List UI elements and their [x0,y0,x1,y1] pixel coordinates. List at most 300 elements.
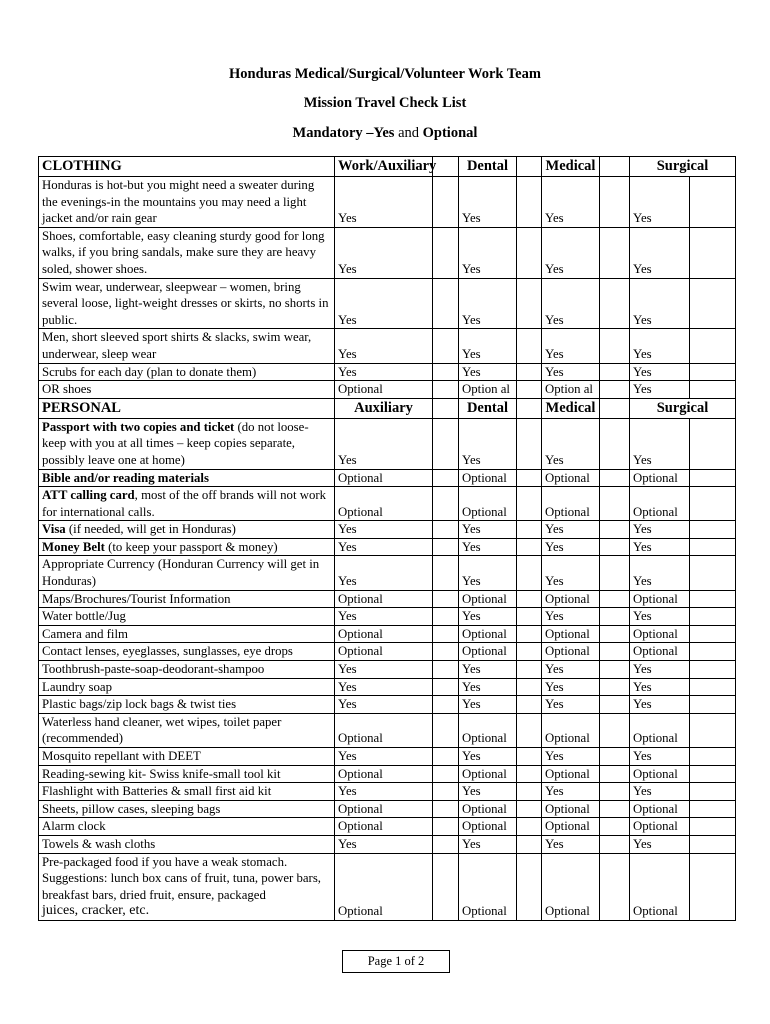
column-divider [600,818,630,836]
item-note: Laundry soap [42,679,113,694]
column-divider [433,800,459,818]
column-divider [600,678,630,696]
column-divider [690,661,736,679]
personal-section [39,398,736,920]
work-value: Optional [335,800,433,818]
table-row [39,469,736,487]
item-description [39,469,335,487]
item-note: Swim wear, underwear, sleepwear – women, bring several loose, light-weight dresses or skirts, no shorts in public. [42,279,329,327]
column-divider [690,538,736,556]
dental-value: Optional [459,643,517,661]
column-header: Dental [459,157,517,177]
table-row [39,835,736,853]
column-divider [600,713,630,747]
column-divider [690,696,736,714]
surgical-value: Optional [630,469,690,487]
surgical-value: Yes [630,783,690,801]
dental-value: Yes [459,835,517,853]
medical-value: Yes [542,538,600,556]
column-divider [600,363,630,381]
column-divider [517,227,542,278]
surgical-value: Yes [630,329,690,363]
work-value: Yes [335,835,433,853]
dental-value: Optional [459,800,517,818]
column-divider [517,783,542,801]
column-divider [433,363,459,381]
item-note: Flashlight with Batteries & small first aid kit [42,784,272,799]
dental-value: Optional [459,487,517,521]
column-divider [600,590,630,608]
column-divider [600,487,630,521]
item-description [39,278,335,329]
item-description [39,363,335,381]
column-divider [690,625,736,643]
surgical-value: Optional [630,713,690,747]
clothing-section [39,157,736,399]
column-divider [600,469,630,487]
column-divider [690,835,736,853]
column-divider [690,783,736,801]
column-divider [690,487,736,521]
column-divider [517,800,542,818]
medical-value: Yes [542,696,600,714]
column-divider [600,643,630,661]
column-divider [600,278,630,329]
item-description [39,661,335,679]
medical-value: Optional [542,487,600,521]
column-divider [433,469,459,487]
surgical-value: Optional [630,625,690,643]
item-description [39,853,335,920]
surgical-value: Optional [630,818,690,836]
column-divider [433,157,459,177]
column-divider [517,625,542,643]
surgical-value: Optional [630,853,690,920]
dental-value: Yes [459,177,517,228]
item-description [39,227,335,278]
item-description [39,678,335,696]
column-divider [517,713,542,747]
table-row [39,713,736,747]
column-divider [600,696,630,714]
work-value: Yes [335,678,433,696]
column-divider [433,608,459,626]
column-divider [600,521,630,539]
item-note: Mosquito repellant with DEET [42,749,201,763]
column-divider [517,538,542,556]
medical-value: Yes [542,521,600,539]
surgical-value: Yes [630,538,690,556]
dental-value: Optional [459,713,517,747]
surgical-value: Yes [630,835,690,853]
dental-value: Yes [459,608,517,626]
surgical-value: Optional [630,800,690,818]
item-note: Plastic bags/zip lock bags & twist ties [42,697,237,712]
table-row [39,625,736,643]
column-divider [433,661,459,679]
table-row [39,783,736,801]
column-divider [600,157,630,177]
work-value: Yes [335,608,433,626]
item-description [39,783,335,801]
item-description [39,800,335,818]
item-description [39,835,335,853]
table-row [39,329,736,363]
table-row [39,363,736,381]
medical-value: Yes [542,783,600,801]
column-divider [433,227,459,278]
medical-value: Optional [542,469,600,487]
dental-value: Yes [459,748,517,766]
table-row [39,678,736,696]
surgical-value: Yes [630,521,690,539]
column-divider [433,783,459,801]
item-description [39,765,335,783]
column-divider [517,521,542,539]
column-divider [600,556,630,590]
column-divider [433,678,459,696]
dental-value: Optional [459,625,517,643]
work-value: Optional [335,713,433,747]
legend-optional: Optional [422,125,478,141]
medical-value: Yes [542,278,600,329]
item-note: Towels & wash cloths [42,836,156,851]
column-divider [517,608,542,626]
item-description [39,818,335,836]
item-note: OR shoes [42,382,92,397]
legend-and: and [394,125,423,141]
column-divider [600,608,630,626]
work-value: Optional [335,643,433,661]
column-divider [690,818,736,836]
item-note: (if needed, will get in Honduras) [65,522,236,537]
column-divider [517,748,542,766]
surgical-value: Yes [630,278,690,329]
item-note: Reading-sewing kit- Swiss knife-small tool kit [42,766,281,781]
column-divider [517,643,542,661]
table-row [39,800,736,818]
work-value: Yes [335,227,433,278]
column-divider [690,177,736,228]
column-divider [600,748,630,766]
work-value: Yes [335,329,433,363]
work-value: Yes [335,177,433,228]
medical-value: Optional [542,818,600,836]
surgical-value: Yes [630,661,690,679]
column-divider [690,329,736,363]
work-value: Optional [335,818,433,836]
table-row [39,696,736,714]
medical-value: Optional [542,853,600,920]
surgical-value: Yes [630,381,690,399]
column-divider [690,608,736,626]
medical-value: Yes [542,227,600,278]
column-divider [600,800,630,818]
work-value: Optional [335,381,433,399]
dental-value: Optional [459,765,517,783]
table-row [39,177,736,228]
column-divider [690,418,736,469]
item-note: Scrubs for each day (plan to donate them) [42,364,257,379]
column-header: Medical [542,157,600,177]
column-header: Surgical [630,398,736,418]
column-divider [690,643,736,661]
column-divider [600,381,630,399]
medical-value: Yes [542,177,600,228]
column-divider [600,538,630,556]
medical-value: Yes [542,835,600,853]
column-divider [433,278,459,329]
legend-line [0,125,770,142]
column-divider [517,556,542,590]
table-row [39,538,736,556]
surgical-value: Yes [630,608,690,626]
dental-value: Yes [459,329,517,363]
table-row [39,556,736,590]
column-divider [600,625,630,643]
column-divider [600,661,630,679]
table-row [39,818,736,836]
table-row [39,748,736,766]
item-note: , most of the off brands will not work for international calls. [42,488,327,519]
work-value: Yes [335,278,433,329]
column-divider [517,487,542,521]
dental-value: Yes [459,556,517,590]
column-divider [690,521,736,539]
medical-value: Optional [542,713,600,747]
column-divider [433,818,459,836]
column-divider [517,363,542,381]
medical-value: Yes [542,748,600,766]
column-divider [690,765,736,783]
dental-value: Yes [459,696,517,714]
dental-value: Optional [459,853,517,920]
item-note: Shoes, comfortable, easy cleaning sturdy good for long walks, if you bring sandals, make sure they are heavy soled, shower shoes. [42,228,325,276]
column-divider [690,469,736,487]
dental-value: Optional [459,590,517,608]
document-subtitle: Mission Travel Check List [303,95,467,111]
item-note: Sheets, pillow cases, sleeping bags [42,801,221,816]
surgical-value: Yes [630,556,690,590]
work-value: Yes [335,783,433,801]
column-divider [517,278,542,329]
item-description [39,538,335,556]
column-divider [433,590,459,608]
column-divider [433,398,459,418]
column-divider [433,765,459,783]
item-description [39,521,335,539]
column-divider [517,469,542,487]
work-value: Optional [335,625,433,643]
item-description [39,177,335,228]
surgical-value: Yes [630,748,690,766]
table-row [39,765,736,783]
table-row [39,853,736,920]
column-divider [690,748,736,766]
item-note: Maps/Brochures/Tourist Information [42,591,231,606]
document-title: Honduras Medical/Surgical/Volunteer Work Team [229,66,541,82]
column-divider [433,177,459,228]
column-divider [690,853,736,920]
page-number: Page 1 of 2 [342,950,450,973]
item-description [39,713,335,747]
column-divider [600,853,630,920]
surgical-value: Yes [630,678,690,696]
item-description [39,381,335,399]
table-row [39,278,736,329]
column-divider [517,418,542,469]
column-divider [433,853,459,920]
column-divider [517,696,542,714]
item-name: Bible and/or reading materials [42,470,209,485]
work-value: Yes [335,748,433,766]
surgical-value: Optional [630,487,690,521]
clothing-heading: CLOTHING [39,157,335,177]
column-divider [690,556,736,590]
column-divider [433,418,459,469]
medical-value: Optional [542,643,600,661]
item-note: Pre-packaged food if you have a weak stomach. Suggestions: lunch box cans of fruit, tuna, power bars, breakfast bars, dried fruit, ensure, packaged [42,854,321,902]
item-note-tail: juices, cracker, etc. [42,903,150,919]
work-value: Yes [335,418,433,469]
dental-value: Yes [459,363,517,381]
surgical-value: Yes [630,227,690,278]
surgical-value: Yes [630,418,690,469]
column-header: Medical [542,398,600,418]
work-value: Yes [335,661,433,679]
medical-value: Yes [542,678,600,696]
item-name: ATT calling card [42,488,135,503]
table-row [39,608,736,626]
table-row [39,643,736,661]
column-divider [690,713,736,747]
surgical-value: Yes [630,696,690,714]
item-name: Passport with two copies and ticket [42,419,235,434]
medical-value: Yes [542,556,600,590]
work-value: Yes [335,521,433,539]
column-header: Auxiliary [335,398,433,418]
column-divider [690,363,736,381]
item-note: Honduras is hot-but you might need a sweater during the evenings-in the mountains you may need a light jacket and/or rain gear [42,178,315,226]
column-divider [690,227,736,278]
item-note: Men, short sleeved sport shirts & slacks, swim wear, underwear, sleep wear [42,330,312,361]
column-header: Work/Auxiliary [335,157,433,177]
column-divider [517,381,542,399]
column-header: Surgical [630,157,736,177]
column-divider [517,590,542,608]
column-divider [433,643,459,661]
dental-value: Optional [459,469,517,487]
column-divider [517,661,542,679]
item-note: Appropriate Currency (Honduran Currency will get in Honduras) [42,557,320,589]
column-divider [433,713,459,747]
item-description [39,329,335,363]
column-divider [600,227,630,278]
item-description [39,696,335,714]
surgical-value: Yes [630,363,690,381]
item-note: Waterless hand cleaner, wet wipes, toilet paper (recommended) [42,714,282,746]
medical-value: Optional [542,765,600,783]
item-note: (to keep your passport & money) [104,539,278,554]
column-divider [517,329,542,363]
column-divider [517,157,542,177]
work-value: Optional [335,590,433,608]
medical-value: Yes [542,363,600,381]
column-divider [690,278,736,329]
work-value: Yes [335,696,433,714]
column-divider [433,556,459,590]
column-divider [433,748,459,766]
table-row [39,487,736,521]
column-divider [600,418,630,469]
table-row [39,381,736,399]
medical-value: Yes [542,608,600,626]
column-divider [517,853,542,920]
column-divider [690,381,736,399]
item-note: Toothbrush-paste-soap-deodorant-shampoo [42,662,265,677]
table-row [39,661,736,679]
dental-value: Yes [459,521,517,539]
item-note: Camera and film [42,626,128,641]
column-divider [517,678,542,696]
work-value: Optional [335,853,433,920]
column-divider [433,329,459,363]
item-note: Alarm clock [42,819,106,834]
column-divider [517,398,542,418]
item-description [39,487,335,521]
column-divider [433,625,459,643]
dental-value: Option al [459,381,517,399]
surgical-value: Optional [630,590,690,608]
dental-value: Yes [459,783,517,801]
dental-value: Yes [459,227,517,278]
table-row [39,227,736,278]
table-row [39,521,736,539]
medical-value: Option al [542,381,600,399]
column-divider [600,329,630,363]
surgical-value: Optional [630,765,690,783]
column-divider [433,696,459,714]
column-divider [517,818,542,836]
item-description [39,608,335,626]
column-divider [600,765,630,783]
column-divider [517,765,542,783]
personal-header-row [39,398,736,418]
work-value: Yes [335,556,433,590]
dental-value: Optional [459,818,517,836]
table-row [39,418,736,469]
dental-value: Yes [459,278,517,329]
medical-value: Optional [542,800,600,818]
medical-value: Optional [542,590,600,608]
item-name: Money Belt [42,539,105,554]
surgical-value: Optional [630,643,690,661]
item-description [39,748,335,766]
work-value: Optional [335,487,433,521]
column-divider [600,177,630,228]
item-note: (do not loose- keep with you at all times – keep copies separate, possibly leave one at home) [42,419,309,467]
checklist-table [38,156,736,921]
item-description [39,590,335,608]
column-divider [690,800,736,818]
item-description [39,556,335,590]
clothing-header-row [39,157,736,177]
column-divider [690,678,736,696]
column-divider [690,590,736,608]
item-description [39,625,335,643]
column-divider [600,398,630,418]
item-name: Visa [42,522,66,537]
